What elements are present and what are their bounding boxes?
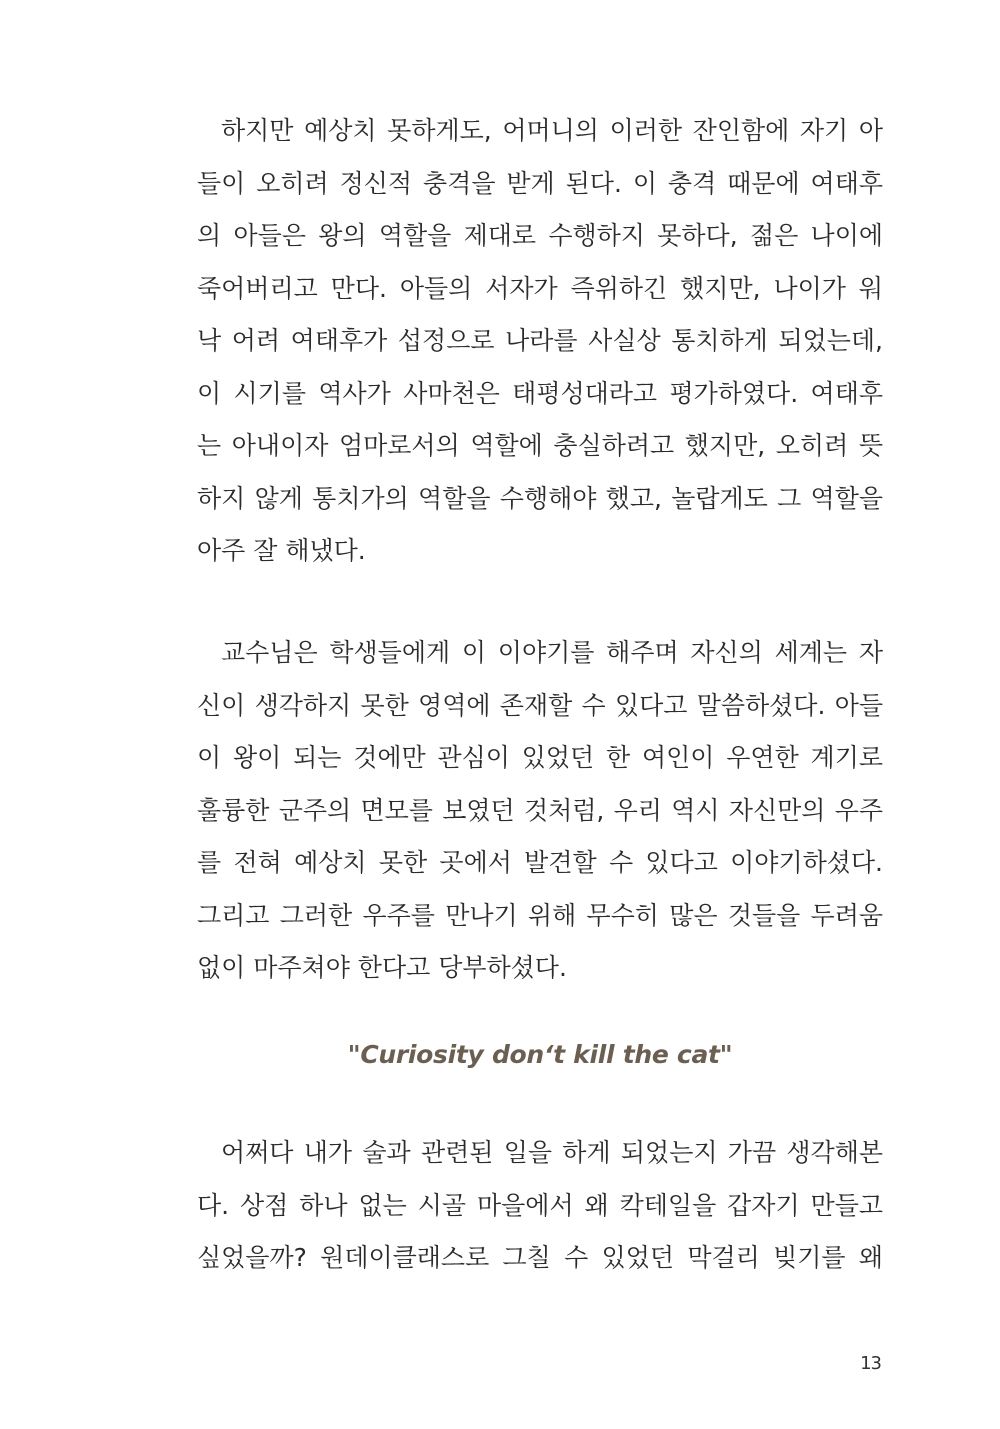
paragraph-line: 하지 않게 통치가의 역할을 수행해야 했고, 놀랍게도 그 역할을 <box>197 483 883 513</box>
paragraph-line: 그리고 그러한 우주를 만나기 위해 무수히 많은 것들을 두려움 <box>197 900 883 930</box>
paragraph-line: 죽어버리고 만다. 아들의 서자가 즉위하긴 했지만, 나이가 워 <box>197 273 883 303</box>
paragraph-line: 의 아들은 왕의 역할을 제대로 수행하지 못하다, 젊은 나이에 <box>197 221 883 250</box>
page-number: 13 <box>860 1353 881 1374</box>
paragraph-2 <box>197 627 883 995</box>
paragraph-line: 없이 마주쳐야 한다고 당부하셨다. <box>197 953 567 982</box>
paragraph-3 <box>197 1127 883 1285</box>
paragraph-line: 는 아내이자 엄마로서의 역할에 충실하려고 했지만, 오히려 뜻 <box>197 431 883 460</box>
paragraph-line: 훌륭한 군주의 면모를 보였던 것처럼, 우리 역시 자신만의 우주 <box>197 795 883 825</box>
paragraph-line: 아주 잘 해냈다. <box>197 536 366 565</box>
paragraph-line: 이 왕이 되는 것에만 관심이 있었던 한 여인이 우연한 계기로 <box>197 743 883 772</box>
paragraph-line: 낙 어려 여태후가 섭정으로 나라를 사실상 통치하게 되었는데, <box>197 326 883 355</box>
paragraph-line: 다. 상점 하나 없는 시골 마을에서 왜 칵테일을 갑자기 만들고 <box>197 1190 883 1220</box>
paragraph-line: 들이 오히려 정신적 충격을 받게 된다. 이 충격 때문에 여태후 <box>197 168 883 198</box>
paragraph-1 <box>197 105 883 578</box>
paragraph-line: 어쩌다 내가 술과 관련된 일을 하게 되었는지 가끔 생각해본 <box>221 1138 883 1167</box>
paragraph-line: 싶었을까? 원데이클래스로 그칠 수 있었던 막걸리 빚기를 왜 <box>197 1243 883 1272</box>
paragraph-line: 하지만 예상치 못하게도, 어머니의 이러한 잔인함에 자기 아 <box>221 116 883 145</box>
paragraph-line: 신이 생각하지 못한 영역에 존재할 수 있다고 말씀하셨다. 아들 <box>197 690 883 720</box>
paragraph-line: 이 시기를 역사가 사마천은 태평성대라고 평가하였다. 여태후 <box>197 378 883 408</box>
paragraph-line: 교수님은 학생들에게 이 이야기를 해주며 자신의 세계는 자 <box>221 638 883 667</box>
section-heading: "Curiosity don‘t kill the cat" <box>347 1040 733 1069</box>
paragraph-line: 를 전혀 예상치 못한 곳에서 발견할 수 있다고 이야기하셨다. <box>197 848 883 877</box>
